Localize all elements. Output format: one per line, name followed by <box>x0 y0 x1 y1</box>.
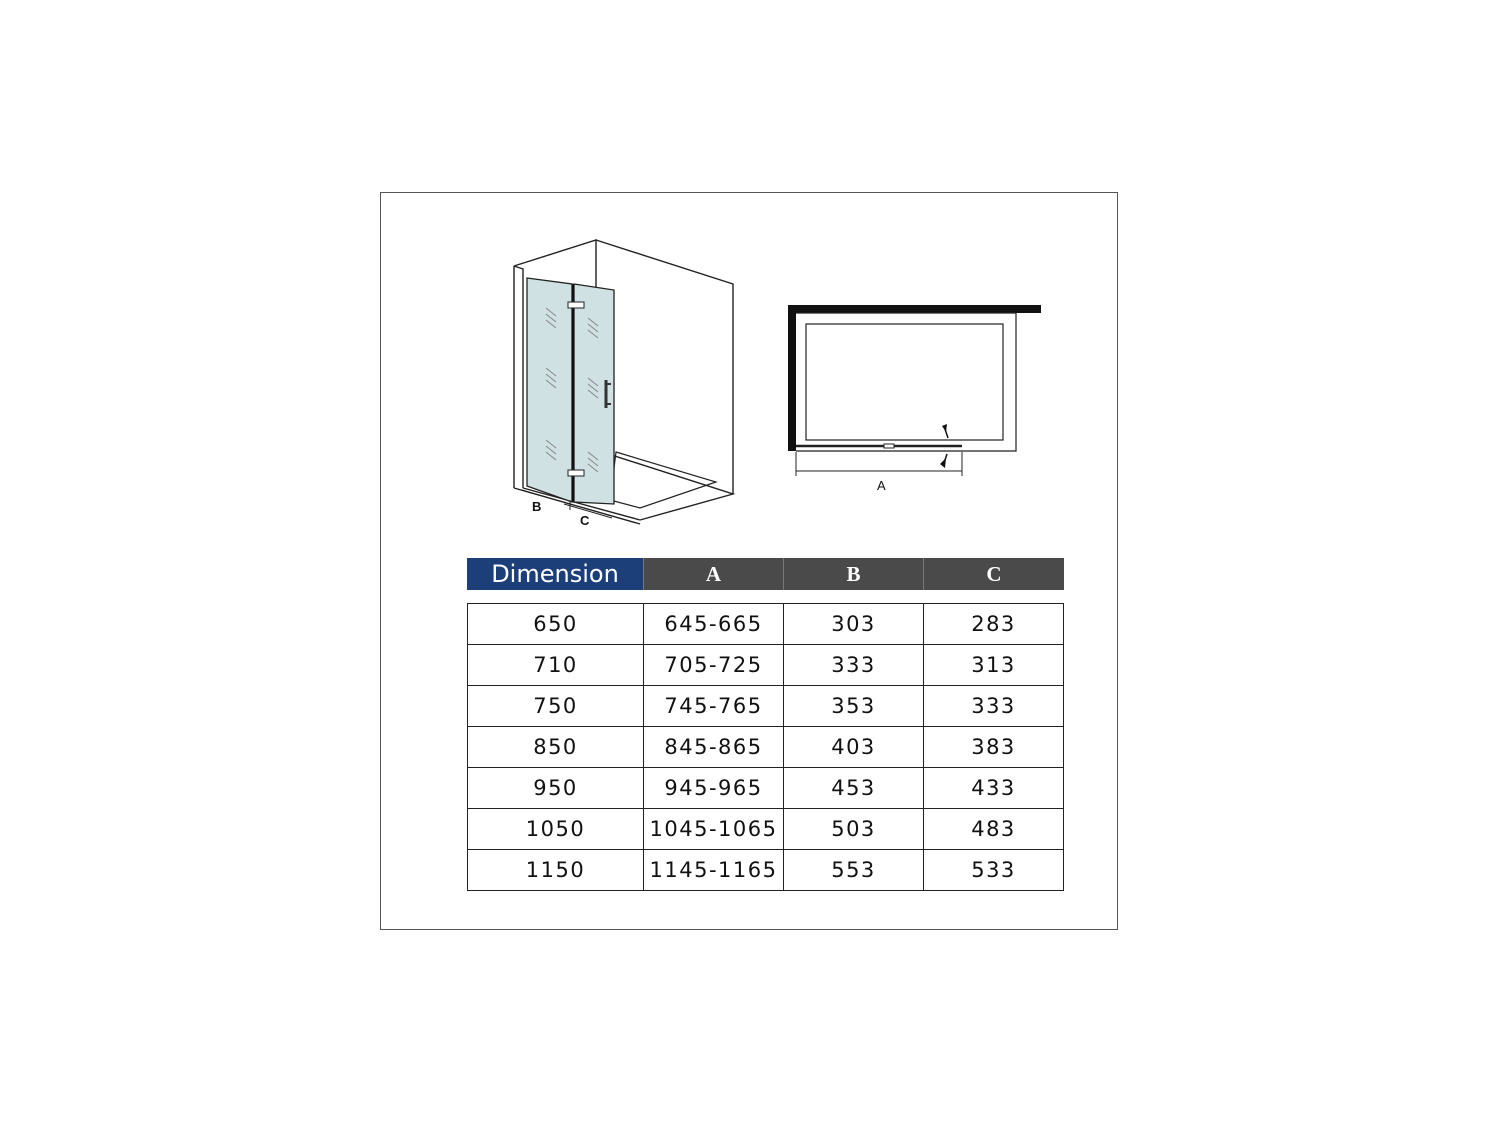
table-cell: 333 <box>784 645 924 686</box>
wall-left <box>788 305 796 451</box>
table-row <box>468 645 1064 686</box>
table-cell: 845-865 <box>644 727 784 768</box>
table-row <box>468 604 1064 645</box>
dimension-table <box>467 603 1064 891</box>
table-cell: 553 <box>784 850 924 891</box>
table-cell: 533 <box>924 850 1064 891</box>
table-row <box>468 768 1064 809</box>
plan-view <box>788 305 1041 493</box>
hinge-top-icon <box>568 302 584 308</box>
table-cell: 303 <box>784 604 924 645</box>
table-cell: 403 <box>784 727 924 768</box>
header-dimension: Dimension <box>467 558 643 590</box>
hinge-bottom-icon <box>568 470 584 476</box>
table-cell: 645-665 <box>644 604 784 645</box>
table-cell: 503 <box>784 809 924 850</box>
table-cell: 850 <box>468 727 644 768</box>
table-cell: 1045-1065 <box>644 809 784 850</box>
table-cell: 283 <box>924 604 1064 645</box>
table-cell: 750 <box>468 686 644 727</box>
wall-top <box>788 305 1041 313</box>
table-cell: 1050 <box>468 809 644 850</box>
table-cell: 453 <box>784 768 924 809</box>
table-cell: 710 <box>468 645 644 686</box>
table-cell: 383 <box>924 727 1064 768</box>
table-cell: 333 <box>924 686 1064 727</box>
glass-panels <box>527 278 614 504</box>
table-cell: 950 <box>468 768 644 809</box>
table-row <box>468 850 1064 891</box>
table-cell: 650 <box>468 604 644 645</box>
hinge-plan-icon <box>884 444 894 448</box>
fixed-glass-panel <box>527 278 572 502</box>
table-row <box>468 809 1064 850</box>
tray-inner <box>806 324 1003 440</box>
table-row <box>468 727 1064 768</box>
header-c: C <box>923 558 1064 590</box>
table-cell: 1150 <box>468 850 644 891</box>
header-b: B <box>783 558 923 590</box>
label-c: C <box>580 513 590 528</box>
table-cell: 433 <box>924 768 1064 809</box>
table-row <box>468 686 1064 727</box>
table-cell: 313 <box>924 645 1064 686</box>
table-cell: 745-765 <box>644 686 784 727</box>
table-cell: 705-725 <box>644 645 784 686</box>
label-b: B <box>532 499 542 514</box>
tray-outline <box>796 313 1016 451</box>
table-cell: 1145-1165 <box>644 850 784 891</box>
table-cell: 945-965 <box>644 768 784 809</box>
table-cell: 353 <box>784 686 924 727</box>
header-a: A <box>643 558 783 590</box>
table-cell: 483 <box>924 809 1064 850</box>
label-a: A <box>877 478 886 493</box>
